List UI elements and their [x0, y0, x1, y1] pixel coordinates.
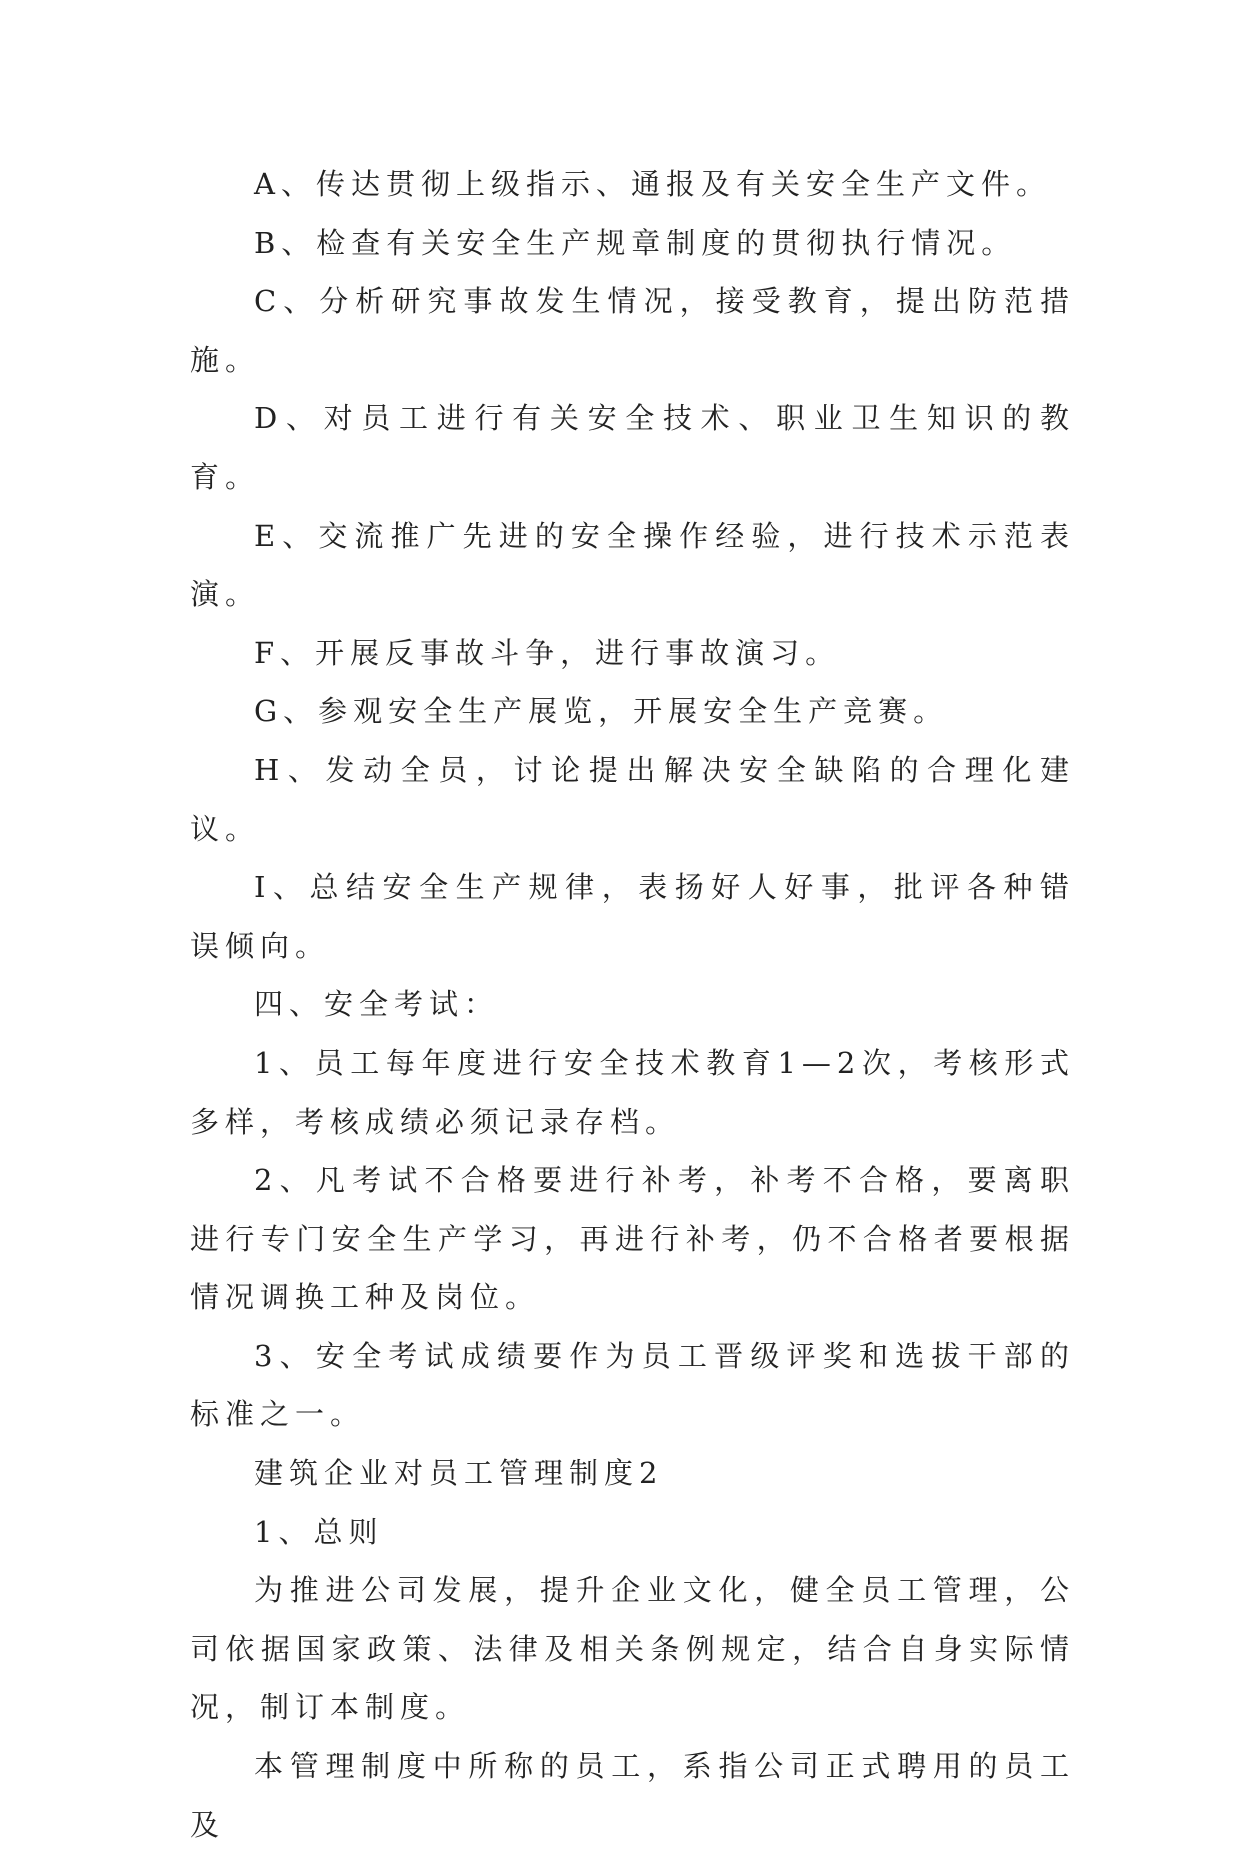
paragraph-item-b: B、检查有关安全生产规章制度的贯彻执行情况。	[254, 225, 1017, 260]
paragraph-item-g: G、参观安全生产展览，开展安全生产竞赛。	[254, 694, 949, 729]
section-title-management-system-2: 建筑企业对员工管理制度2	[254, 1456, 664, 1491]
document-body	[190, 155, 1075, 1854]
section-heading-safety-exam: 四、安全考试：	[254, 987, 500, 1022]
paragraph-item-i: I、总结安全生产规律，表扬好人好事，批评各种错误倾向。	[190, 870, 1075, 963]
paragraph-item-a: A、传达贯彻上级指示、通报及有关安全生产文件。	[254, 167, 1051, 201]
paragraph-item-c: C、分析研究事故发生情况，接受教育，提出防范措施。	[190, 284, 1075, 377]
paragraph-item-e: E、交流推广先进的安全操作经验，进行技术示范表演。	[190, 518, 1075, 612]
paragraph-exam-2: 2、凡考试不合格要进行补考，补考不合格，要离职进行专门安全生产学习，再进行补考，仍不合格者要根据情况调换工种及岗位。	[190, 1163, 1075, 1315]
section-heading-general: 1、总则	[254, 1514, 384, 1549]
paragraph-exam-1: 1、员工每年度进行安全技术教育1—2次，考核形式多样，考核成绩必须记录存档。	[190, 1045, 1075, 1139]
paragraph-item-f: F、开展反事故斗争，进行事故演习。	[254, 635, 841, 670]
paragraph-employee-definition: 本管理制度中所称的员工，系指公司正式聘用的员工及	[190, 1749, 1075, 1842]
paragraph-item-d: D、对员工进行有关安全技术、职业卫生知识的教育。	[190, 401, 1075, 494]
paragraph-item-h: H、发动全员，讨论提出解决安全缺陷的合理化建议。	[190, 752, 1075, 846]
paragraph-exam-3: 3、安全考试成绩要作为员工晋级评奖和选拔干部的标准之一。	[190, 1338, 1075, 1432]
paragraph-general-intro: 为推进公司发展，提升企业文化，健全员工管理，公司依据国家政策、法律及相关条例规定，结合自身实际情况，制订本制度。	[190, 1573, 1075, 1725]
